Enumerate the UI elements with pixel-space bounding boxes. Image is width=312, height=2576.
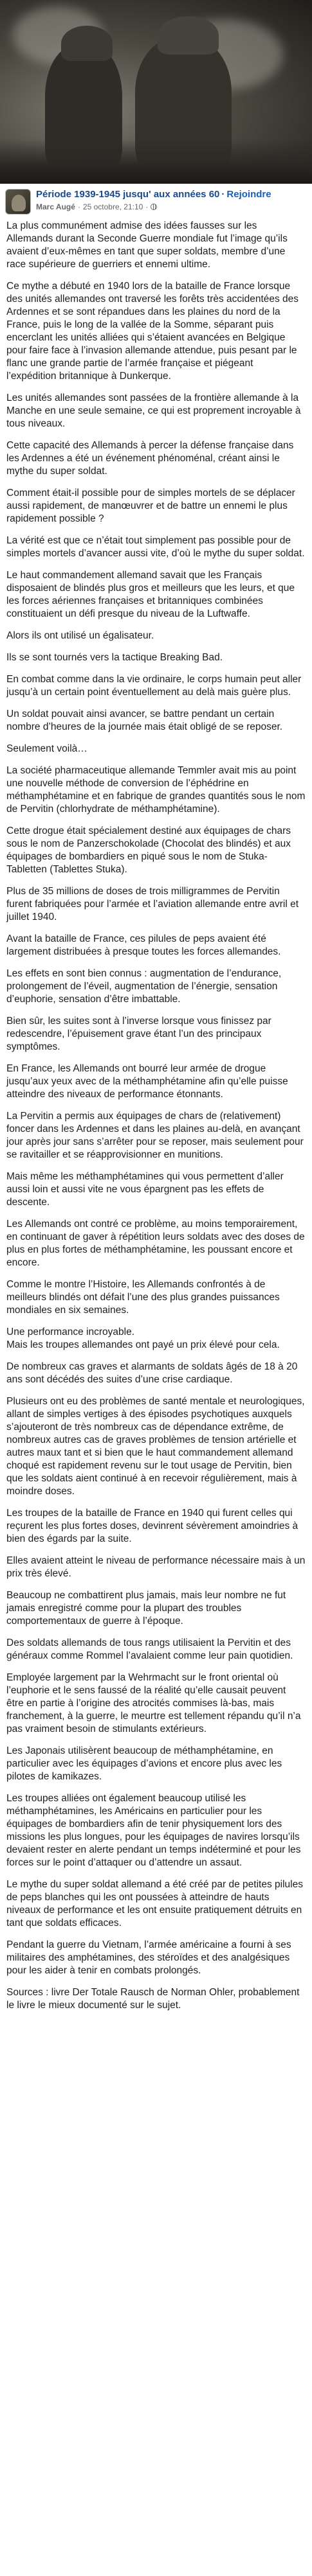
author-name-link[interactable]: Marc Augé: [36, 202, 75, 211]
post-paragraph: Les troupes alliées ont également beaucoup utilisé les méthamphétamines, les Américains en particulier pour les équipages de bombardiers afin de tenir physiquement lors des missions les plus longues, pour les équipages de navires lorsqu’ils devaient rester en alerte pendant un temps indéterminé et pour les forces sur le point d’attaquer ou d’attendre un assaut.: [6, 1793, 301, 1868]
post-paragraph: La société pharmaceutique allemande Temmler avait mis au point une nouvelle méthode de conversion de l’éphédrine en méthamphétamine et en fabrique de grandes quantités sous le nom de Pervitin (chlorhydrate de méthamphétamine).: [6, 765, 306, 815]
post-paragraph: La plus communément admise des idées fausses sur les Allemands durant la Seconde Guerre mondiale fut l’image qu’ils avaient d’eux-mêmes en tant que super soldats, membre d’une race supérieure de guerriers et ennemi ultime.: [6, 220, 288, 270]
post-paragraph: Pendant la guerre du Vietnam, l’armée américaine a fourni à ses militaires des amphétamines, des stéroïdes et des analgésiques pour les aider à tenir en combats prolongés.: [6, 1939, 291, 1976]
post-paragraph: Les effets en sont bien connus : augmentation de l’endurance, prolongement de l’éveil, augmentation de l’énergie, sensation d’euphorie, sensation d’être imbattable.: [6, 968, 282, 1005]
post-paragraph: Le mythe du super soldat allemand a été créé par de petites pilules de peps blanches qui les ont poussées à atteindre de hauts niveaux de performance et les ont ensuite pratiquement détruits en tant que soldats efficaces.: [6, 1879, 303, 1928]
post-paragraph: Mais même les méthamphétamines qui vous permettent d’aller aussi loin et aussi vite ne vous épargnent pas les effets de descente.: [6, 1171, 284, 1208]
globe-icon: [151, 204, 157, 210]
post-photo[interactable]: [0, 0, 312, 184]
post-paragraph: Plusieurs ont eu des problèmes de santé mentale et neurologiques, allant de simples vertiges à des épisodes psychotiques auxquels s’ajouteront de très nombreux cas de dépendance extrême, de nombreux autres cas de graves problèmes de tension artérielle et autres maux tant et si bien que le haut commandement allemand choqué est rapidement revenu sur le tout usage de Pervitin, bien que les soldats aient continué à en recevoir régulièrement, mais à moindre doses.: [6, 1396, 305, 1497]
group-name-link[interactable]: Période 1939-1945 jusqu' aux années 60: [36, 189, 220, 200]
join-group-button[interactable]: Rejoindre: [226, 189, 271, 200]
separator: ·: [221, 189, 225, 200]
post-paragraph: Beaucoup ne combattirent plus jamais, mais leur nombre ne fut jamais enregistré comme pour la plupart des troubles comportementaux de guerre à l’époque.: [6, 1590, 286, 1627]
photo-helmet: [61, 26, 113, 61]
post-paragraph: Sources : livre Der Totale Rausch de Norman Ohler, probablement le livre le mieux documenté sur le sujet.: [6, 1987, 300, 2011]
post-paragraph: En France, les Allemands ont bourré leur armée de drogue jusqu’aux yeux avec de la méthamphétamine afin qu’elle puisse atteindre des niveaux de performance étonnants.: [6, 1063, 288, 1100]
group-avatar[interactable]: [5, 189, 31, 215]
post-paragraph: Un soldat pouvait ainsi avancer, se battre pendant un certain nombre d’heures de la journée mais était obligé de se reposer.: [6, 709, 283, 732]
post-paragraph: En combat comme dans la vie ordinaire, le corps humain peut aller jusqu’à un certain point éventuellement au delà mais guère plus.: [6, 674, 302, 698]
post-paragraph: Ils se sont tournés vers la tactique Breaking Bad.: [6, 652, 223, 663]
post-paragraph: Ce mythe a débuté en 1940 lors de la bataille de France lorsque des unités allemandes ont traversé les forêts très accidentées des Ardennes et se sont répandues dans les plaines du nord de la France, puis le long de la vallée de la Somme, séparant puis encerclant les unités alliées qui s’étaient avancées en Belgique pour faire face à l’invasion allemande attendue, puis pesant par le flanc une grande partie de l’armée française et piégeant l’expédition britannique à Dunkerque.: [6, 281, 299, 382]
post-paragraph: Plus de 35 millions de doses de trois milligrammes de Pervitin furent fabriquées pour l’armée et l’aviation allemande entre avril et juillet 1940.: [6, 886, 299, 922]
post-paragraph: Employée largement par la Wehrmacht sur le front oriental où l’euphorie et le sens faussé de la réalité qu’elle causait peuvent être en partie à l’origine des atrocités commises là-bas, mais franchement, à la guerre, le meurtre est tellement répandu qu’il n’a pas vraiment besoin de stimulants extérieurs.: [6, 1672, 301, 1734]
post-paragraph: Cette drogue était spécialement destiné aux équipages de chars sous le nom de Panzerschokolade (Chocolat des blindés) et aux équipages de bombardiers en piqué sous le nom de Stuka-Tabletten (Tablettes Stuka).: [6, 825, 291, 875]
post-paragraph: Avant la bataille de France, ces pilules de peps avaient été largement distribuées à presque toutes les forces allemandes.: [6, 933, 281, 957]
meta-separator: ·: [145, 202, 149, 211]
post-paragraph: Une performance incroyable. Mais les troupes allemandes ont payé un prix élevé pour cela.: [6, 1327, 280, 1350]
post-paragraph: Comment était-il possible pour de simples mortels de se déplacer aussi rapidement, de manœuvrer et de battre un ennemi le plus rapidement possible ?: [6, 488, 295, 524]
post-paragraph: De nombreux cas graves et alarmants de soldats âgés de 18 à 20 ans sont décédés des suites d’une crise cardiaque.: [6, 1361, 298, 1385]
post-timestamp[interactable]: 25 octobre, 21:10: [82, 202, 143, 211]
post-paragraph: Alors ils ont utilisé un égalisateur.: [6, 630, 154, 641]
post-paragraph: Seulement voilà…: [6, 743, 87, 754]
post-paragraph: Les unités allemandes sont passées de la frontière allemande à la Manche en une seule semaine, ce qui est proprement incroyable à tous niveaux.: [6, 393, 301, 429]
post-paragraph: Les Allemands ont contré ce problème, au moins temporairement, en continuant de gaver à répétition leurs soldats avec des doses de plus en plus fortes de méthamphétamine, les poussant encore et encore.: [6, 1219, 305, 1268]
post-paragraph: Comme le montre l’Histoire, les Allemands confrontés à de meilleurs blindés ont défait l’une des plus grandes puissances mondiales en six semaines.: [6, 1279, 280, 1316]
post-body: [0, 217, 312, 2030]
post-paragraph: Elles avaient atteint le niveau de performance nécessaire mais à un prix très élevé.: [6, 1555, 306, 1579]
post-paragraph: Cette capacité des Allemands à percer la défense française dans les Ardennes a été un événement phénoménal, créant ainsi le mythe du super soldat.: [6, 440, 294, 477]
post-paragraph: Bien sûr, les suites sont à l’inverse lorsque vous finissez par redescendre, l’épuisement grave étant l’un des principaux symptômes.: [6, 1016, 271, 1052]
post-header: [0, 184, 312, 217]
post-paragraph: Les troupes de la bataille de France en 1940 qui furent celles qui reçurent les plus fortes doses, devinrent sévèrement amoindries à bien des égards par la suite.: [6, 1508, 298, 1544]
photo-helmet: [158, 16, 219, 55]
post-paragraph: Le haut commandement allemand savait que les Français disposaient de blindés plus gros et meilleurs que les leurs, et que les forces aériennes françaises et britanniques combinées constituaient un défi presque du niveau de la Luftwaffe.: [6, 570, 295, 619]
post-paragraph: Les Japonais utilisèrent beaucoup de méthamphétamine, en particulier avec les équipages d’avions et encore plus avec les pilotes de kamikazes.: [6, 1745, 282, 1782]
post-paragraph: Des soldats allemands de tous rangs utilisaient la Pervitin et des généraux comme Rommel l’avalaient comme leur pain quotidien.: [6, 1637, 293, 1661]
post-paragraph: La vérité est que ce n’était tout simplement pas possible pour de simples mortels d’avancer aussi vite, d’où le mythe du super soldat.: [6, 535, 305, 559]
post-paragraph: La Pervitin a permis aux équipages de chars de (relativement) foncer dans les Ardennes et dans les plaines au-delà, en avançant jour après jour sans s’arrêter pour se reposer, mais seulement pour se ravitailler et se réapprovisionner en munitions.: [6, 1111, 304, 1160]
photo-rubble: [0, 139, 312, 184]
meta-separator: ·: [77, 202, 80, 211]
